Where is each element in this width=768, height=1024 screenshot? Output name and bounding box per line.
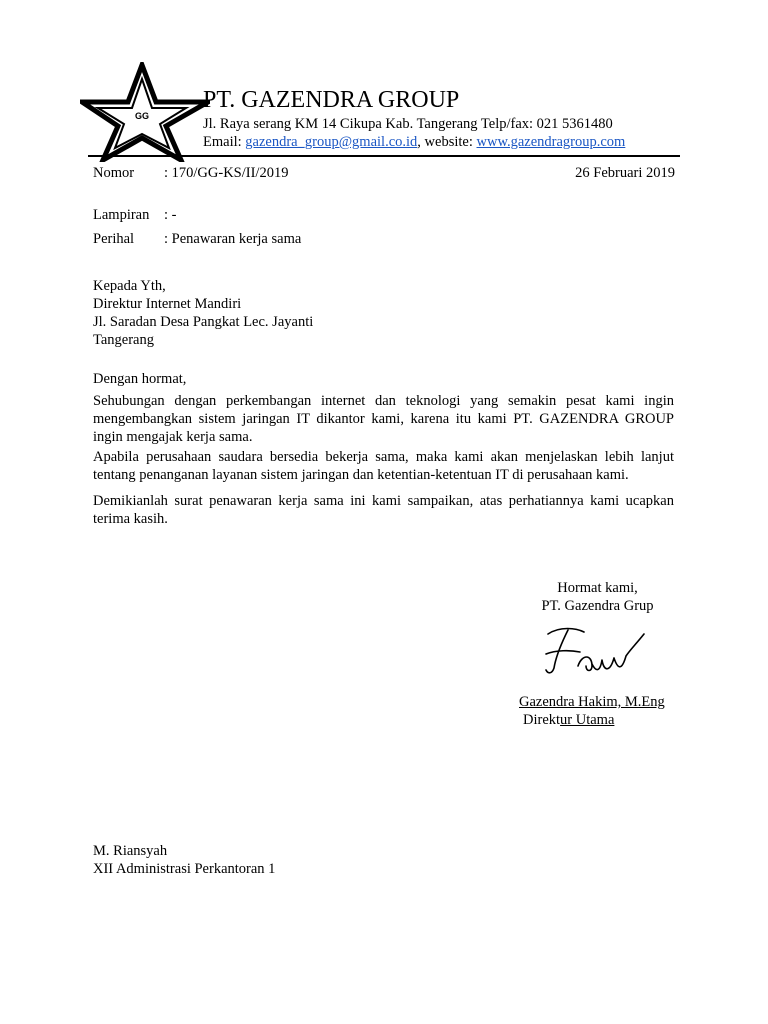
author-class: XII Administrasi Perkantoran 1 bbox=[93, 861, 276, 877]
nomor-label: Nomor bbox=[93, 165, 135, 181]
company-contact bbox=[203, 133, 625, 151]
recipient-block bbox=[93, 277, 313, 349]
recipient-city: Tangerang bbox=[93, 332, 154, 348]
author-name: M. Riansyah bbox=[93, 843, 168, 859]
company-name: PT. GAZENDRA GROUP bbox=[203, 87, 460, 113]
handwritten-signature bbox=[540, 620, 660, 680]
closing-company: PT. Gazendra Grup bbox=[541, 598, 654, 614]
paragraph-1: Sehubungan dengan perkembangan internet dan teknologi yang semakin pesat kami ingin mengembangkan sistem jaringan IT dikantor kami, karena itu kami PT. GAZENDRA GROUP ingin mengajak kerja sama. bbox=[93, 393, 674, 445]
author-block bbox=[93, 842, 275, 878]
perihal-value: : Penawaran kerja sama bbox=[164, 231, 302, 247]
paragraph-3: Demikianlah surat penawaran kerja sama ini kami sampaikan, atas perhatiannya kami ucapkan terima kasih. bbox=[93, 493, 674, 527]
closing-regards: Hormat kami, bbox=[557, 580, 638, 596]
recipient-address: Jl. Saradan Desa Pangkat Lec. Jayanti bbox=[93, 314, 314, 330]
recipient-name: Direktur Internet Mandiri bbox=[93, 296, 242, 312]
email-link[interactable]: gazendra_group@gmail.co.id bbox=[245, 134, 418, 150]
lampiran-label: Lampiran bbox=[93, 207, 150, 223]
website-link[interactable]: www.gazendragroup.com bbox=[476, 134, 626, 150]
letterhead-divider bbox=[88, 155, 680, 157]
perihal-label: Perihal bbox=[93, 231, 135, 247]
email-label: Email: bbox=[203, 134, 246, 150]
recipient-salutation: Kepada Yth, bbox=[93, 278, 166, 294]
signer-title-start: Direkt bbox=[523, 712, 561, 728]
company-star-logo bbox=[80, 62, 210, 162]
lampiran-value: : - bbox=[164, 207, 177, 223]
signer-title bbox=[523, 711, 614, 729]
website-label: , website: bbox=[417, 134, 477, 150]
greeting: Dengan hormat, bbox=[93, 371, 187, 387]
letter-date: 26 Februari 2019 bbox=[575, 165, 675, 181]
signer-name: Gazendra Hakim, M.Eng bbox=[519, 694, 665, 710]
company-address: Jl. Raya serang KM 14 Cikupa Kab. Tangerang Telp/fax: 021 5361480 bbox=[203, 116, 613, 132]
closing-block bbox=[500, 579, 695, 615]
nomor-value: : 170/GG-KS/II/2019 bbox=[164, 165, 289, 181]
logo-text: GG bbox=[134, 111, 150, 121]
signer-title-end: ur Utama bbox=[560, 712, 615, 728]
paragraph-2: Apabila perusahaan saudara bersedia bekerja sama, maka kami akan menjelaskan lebih lanjut tentang penanganan layanan sistem jaringan dan ketentian-ketentuan IT di perusahaan kami. bbox=[93, 449, 674, 483]
